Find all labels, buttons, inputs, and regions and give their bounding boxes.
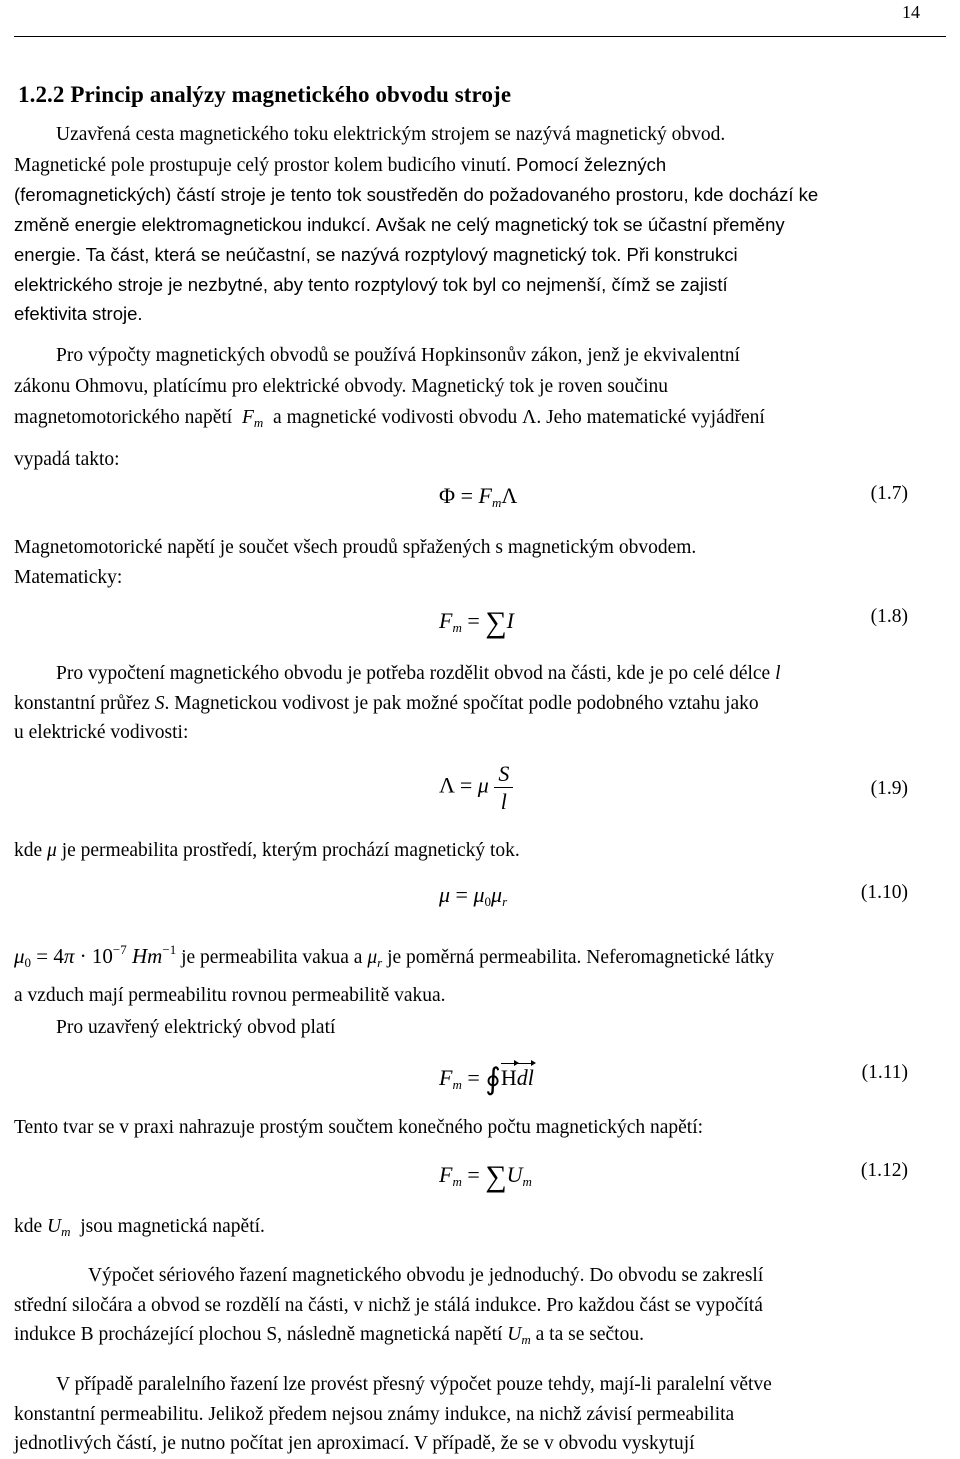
equation-number: (1.10) — [860, 882, 908, 903]
paragraph-intro — [14, 120, 940, 329]
text-line: . Jeho matematické vyjádření — [536, 407, 765, 428]
paragraph-sum — [14, 1113, 940, 1143]
page-number: 14 — [902, 2, 920, 22]
text-line: Pro uzavřený elektrický obvod platí — [56, 1017, 336, 1038]
paragraph-um: kde $U_m$ jsou magnetická napětí. — [14, 1216, 265, 1239]
fraction: $\frac{S}{l}$ — [494, 760, 513, 815]
text-line: a vzduch mají permeabilitu rovnou permeabilitě vakua. — [14, 984, 446, 1006]
sum-symbol: ∑ — [485, 606, 507, 639]
text-line: jsou magnetická napětí. — [80, 1216, 265, 1237]
paragraph-closed-circuit — [14, 1013, 940, 1043]
equation-number: (1.8) — [870, 606, 908, 627]
text-line: je poměrná permeabilita. Neferomagnetické látky — [387, 947, 775, 968]
text-line: vypadá takto: — [14, 449, 120, 470]
text-line: Při konstrukci — [626, 244, 738, 265]
contour-integral-symbol: ∮ — [485, 1063, 501, 1096]
formula: $F_m = \sum U_m$ — [439, 1160, 532, 1193]
text-line: je permeabilita prostředí, kterým prochází magnetický tok. — [61, 840, 520, 861]
text-line: Avšak ne celý magnetický tok se účastní přeměny — [375, 213, 785, 235]
formula: $\mu = \mu_0\mu_r$ — [439, 882, 508, 909]
paragraph-parallel — [14, 1370, 940, 1459]
equation-number: (1.12) — [860, 1160, 908, 1181]
text-line: Tento tvar se v praxi nahrazuje prostým součtem konečného počtu magnetických napětí: — [14, 1117, 704, 1138]
text-line: konstantní permeabilitu. Jelikož předem nejsou známy indukce, na nichž závisí permeabilita — [14, 1403, 735, 1425]
text-line: magnetomotorického napětí — [14, 407, 233, 428]
equation-1-12 — [14, 1160, 940, 1200]
text-line: V případě paralelního řazení lze provést přesný výpočet pouze tehdy, mají-li paralelní větve — [56, 1374, 772, 1395]
text-line: kde — [14, 1216, 43, 1237]
text-line: jednotlivých částí, je nutno počítat jen aproximací. V případě, že se v obvodu vyskytují — [14, 1433, 695, 1454]
paragraph-hopkinson — [14, 340, 940, 475]
paragraph-mmf — [14, 533, 940, 592]
text-line: Ta část, která se neúčastní, se nazývá rozptylový magnetický tok. — [85, 244, 622, 265]
formula-mu0: $\mu_0 = 4\pi \cdot 10^{-7}$ $Hm^{-1}$ — [14, 942, 177, 970]
text-line: zákonu Ohmovu, platícímu pro elektrické obvody. Magnetický tok je roven součinu — [14, 376, 668, 397]
text-line: konstantní průřez — [14, 692, 150, 714]
paragraph-permeance: Pro vypočtení magnetického obvodu je potřeba rozdělit obvod na části, kde je po celé délce l konstantní průřez S. Magnetickou vodivost je pak možné spočítat podle podobného vztahu jako u elektrické vodivosti: — [14, 659, 940, 748]
equation-1-10 — [14, 882, 940, 922]
text-line: je permeabilita vakua a — [181, 947, 363, 968]
text-line: kde — [14, 840, 43, 861]
symbol-Fm: $F_m$ — [241, 407, 264, 430]
text-line: Pro vypočtení magnetického obvodu je potřeba rozdělit obvod na části, kde je po celé délce l — [56, 663, 781, 684]
section-heading: 1.2.2 Princip analýzy magnetického obvodu stroje — [18, 82, 512, 107]
equation-number: (1.7) — [870, 483, 908, 504]
text-line: elektrického stroje je nezbytné, aby tento rozptylový tok byl co nejmenší, čímž se zajistí — [14, 273, 728, 295]
text-line: Matematicky: — [14, 566, 123, 588]
text-line: energie. — [14, 244, 81, 265]
paragraph-series: Výpočet sériového řazení magnetického obvodu je jednoduchý. Do obvodu se zakreslí střední siločára a obvod se rozdělí na části, v nichž je stálá indukce. Pro každou část se vypočítá indukce B procházející plochou S, následně magnetická napětí $U_m$ a ta se sečtou. — [14, 1261, 940, 1355]
equation-number: (1.9) — [870, 778, 908, 799]
text-line: Uzavřená cesta magnetického toku elektrickým strojem se nazývá magnetický obvod. — [56, 124, 726, 145]
text-line: Pro výpočty magnetických obvodů se používá Hopkinsonův zákon, jenž je ekvivalentní — [56, 345, 740, 366]
sum-symbol: ∑ — [485, 1160, 507, 1193]
text-line: Pomocí železných — [516, 153, 667, 175]
text-line: Výpočet sériového řazení magnetického obvodu je jednoduchý. Do obvodu se zakreslí — [88, 1265, 764, 1286]
text-line: a ta se sečtou. — [535, 1324, 644, 1345]
paragraph-vacuum: $\mu_0 = 4\pi \cdot 10^{-7}$ $Hm^{-1}$ je permeabilita vakua a $\mu_r$ je poměrná permeabilita. Neferomagnetické látky a vzduch mají permeabilitu rovnou permeabilitě vakua. — [14, 935, 940, 1010]
formula: $\Phi = F_m\Lambda$ — [439, 483, 518, 510]
text-line: Magnetomotorické napětí je součet všech proudů spřažených s magnetickým obvodem. — [14, 537, 697, 558]
text-line: Magnetické pole prostupuje celý prostor kolem budicího vinutí. — [14, 154, 512, 176]
text-line: střední siločára a obvod se rozdělí na části, v nichž je stálá indukce. Pro každou část se vypočítá — [14, 1294, 763, 1316]
text-line: efektivita stroje. — [14, 303, 143, 324]
formula: Λ = μ $\frac{S}{l}$ — [439, 760, 513, 815]
equation-1-11 — [14, 1062, 940, 1102]
text-line: (feromagnetických) částí stroje je tento tok soustředěn do požadovaného prostoru, kde dochází ke — [14, 184, 819, 205]
formula: $F_m$ = ∮Hdl — [439, 1063, 534, 1096]
formula: $F_m = \sum I$ — [439, 606, 514, 639]
equation-number: (1.11) — [861, 1062, 908, 1083]
equation-1-7 — [14, 483, 940, 523]
text-line: u elektrické vodivosti: — [14, 722, 189, 743]
text-line: indukce B procházející plochou S, následně magnetická napětí — [14, 1324, 503, 1345]
equation-1-9 — [14, 760, 940, 820]
text-line: . Magnetickou vodivost je pak možné spočítat podle podobného vztahu jako — [164, 692, 759, 714]
text-line: změně energie elektromagnetickou indukcí. — [14, 213, 371, 235]
text-line: a magnetické vodivosti obvodu — [273, 407, 518, 428]
equation-1-8 — [14, 606, 940, 646]
paragraph-mu: kde μ je permeabilita prostředí, kterým prochází magnetický tok. — [14, 840, 520, 861]
symbol-lambda: Λ — [522, 407, 537, 428]
text-line: Pro vypočtení magnetického obvodu je potřeba rozdělit obvod na části, kde je po celé délce — [56, 663, 771, 684]
header-rule — [14, 36, 946, 37]
